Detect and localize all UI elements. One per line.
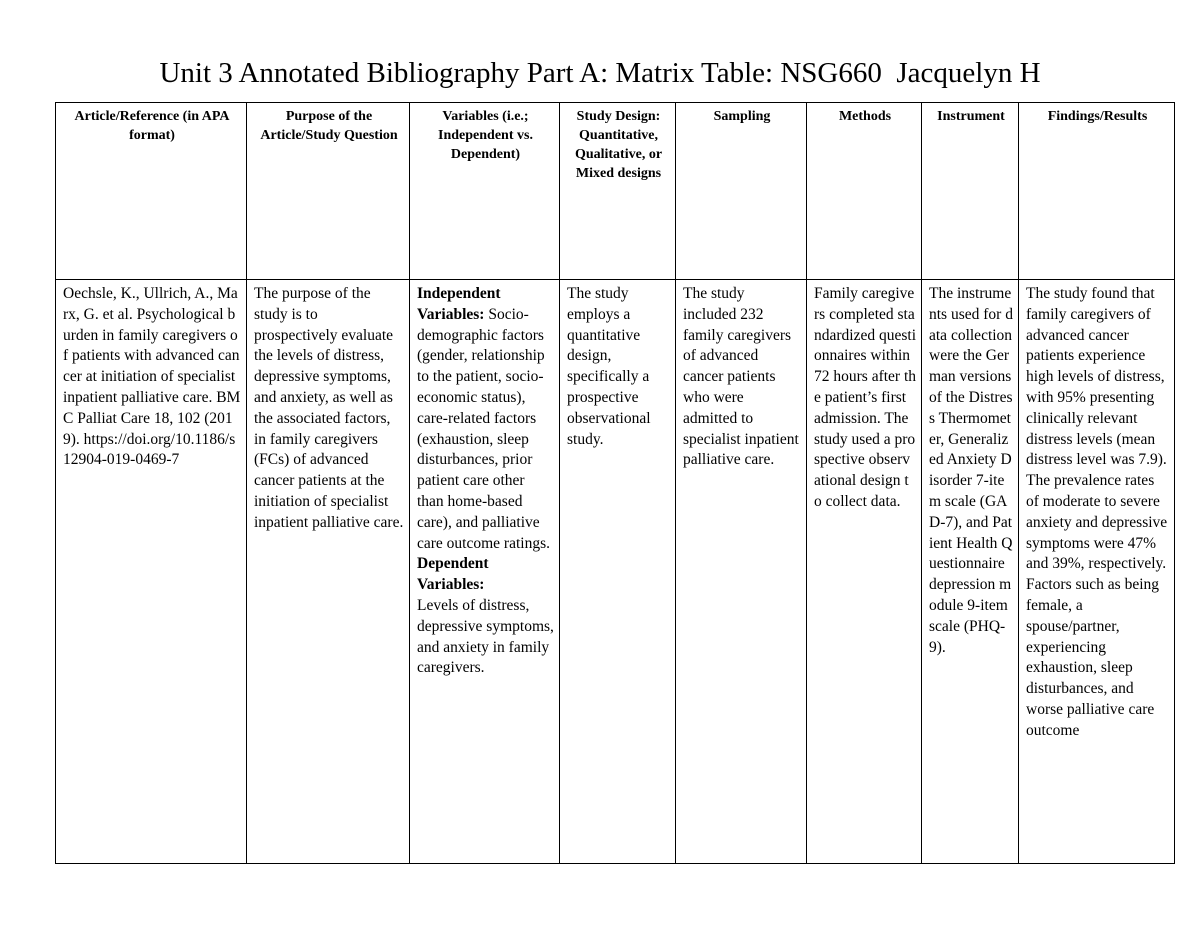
table-row <box>56 280 1175 864</box>
header-purpose: Purpose of the Article/Study Question <box>247 103 410 280</box>
cell-methods: Family caregivers completed standardized questionnaires within 72 hours after the patient’s first admission. The study used a prospective observational design to collect data. <box>807 280 922 864</box>
cell-sampling: The study included 232 family caregivers of advanced cancer patients who were admitted to specialist inpatient palliative care. <box>676 280 807 864</box>
header-sampling: Sampling <box>676 103 807 280</box>
header-row <box>56 103 1175 280</box>
cell-instrument: The instruments used for data collection were the German versions of the Distress Thermometer, Generalized Anxiety Disorder 7-item scale (GAD-7), and Patient Health Questionnaire depression module 9-item scale (PHQ-9). <box>922 280 1019 864</box>
cell-reference: Oechsle, K., Ullrich, A., Marx, G. et al. Psychological burden in family caregivers of patients with advanced cancer at initiation of specialist inpatient palliative care. BMC Palliat Care 18, 102 (2019). https://doi.org/10.1186/s12904-019-0469-7 <box>56 280 247 864</box>
cell-study-design: The study employs a quantitative design, specifically a prospective observational study. <box>560 280 676 864</box>
dependent-variables-label: Dependent Variables: <box>417 555 489 594</box>
header-methods: Methods <box>807 103 922 280</box>
header-study-design: Study Design: Quantitative, Qualitative, or Mixed designs <box>560 103 676 280</box>
matrix-table <box>55 102 1175 864</box>
dependent-variables-text: Levels of distress, depressive symptoms, and anxiety in family caregivers. <box>417 596 554 677</box>
cell-variables <box>410 280 560 864</box>
header-findings: Findings/Results <box>1019 103 1175 280</box>
cell-findings: The study found that family caregivers of advanced cancer patients experience high levels of distress, with 95% presenting clinically relevant distress levels (mean distress level was 7.9). The prevalence rates of moderate to severe anxiety and depressive symptoms were 47% and 39%, respectively. Factors such as being female, a spouse/partner, experiencing exhaustion, sleep disturbances, and worse palliative care outcome <box>1019 280 1175 864</box>
header-reference: Article/Reference (in APA format) <box>56 103 247 280</box>
page-title: Unit 3 Annotated Bibliography Part A: Matrix Table: NSG660 Jacquelyn H <box>159 57 1041 89</box>
header-variables: Variables (i.e.; Independent vs. Dependent) <box>410 103 560 280</box>
independent-variables-label: Independent Variables: <box>417 285 501 323</box>
independent-variables-text: Socio-demographic factors (gender, relationship to the patient, socio-economic status), care-related factors (exhaustion, sleep disturbances, prior patient care other than home-based care), and palliative care outcome ratings. <box>417 305 550 552</box>
cell-purpose: The purpose of the study is to prospectively evaluate the levels of distress, depressive symptoms, and anxiety, as well as the associated factors, in family caregivers (FCs) of advanced cancer patients at the initiation of specialist inpatient palliative care. <box>247 280 410 864</box>
header-instrument: Instrument <box>922 103 1019 280</box>
